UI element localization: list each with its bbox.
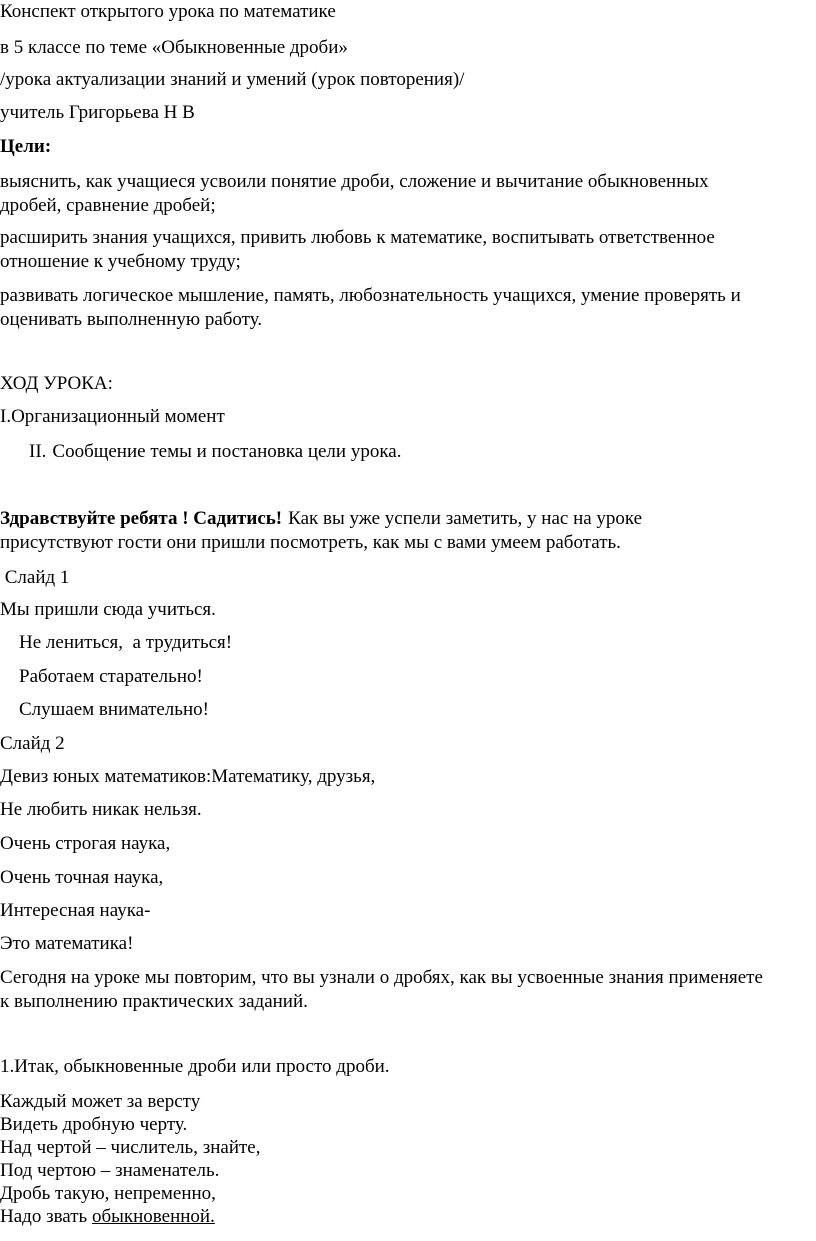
- step-2-number: II.: [29, 441, 47, 462]
- goal-3-line1: развивать логическое мышление, память, любознательность учащихся, умение проверять и: [0, 285, 741, 306]
- step-2: [29, 440, 401, 464]
- poem2-line1: Не любить никак нельзя.: [0, 799, 202, 820]
- poem3-line6-prefix: Надо звать: [0, 1206, 92, 1227]
- item-1: 1.Итак, обыкновенные дроби или просто дроби.: [0, 1056, 390, 1077]
- poem3-line3: Над чертой – числитель, знайте,: [0, 1137, 261, 1158]
- poem2-line2: Очень строгая наука,: [0, 833, 171, 854]
- poem1-line2: Не лениться, а трудиться!: [0, 632, 233, 653]
- poem2-line4: Интересная наука-: [0, 900, 151, 921]
- poem3-line6: [0, 1205, 215, 1229]
- poem3-line5: Дробь такую, непременно,: [0, 1183, 216, 1204]
- goal-1-line1: выяснить, как учащиеся усвоили понятие дроби, сложение и вычитание обыкновенных: [0, 171, 709, 192]
- poem2-line5: Это математика!: [0, 933, 134, 954]
- doc-title-line1: Конспект открытого урока по математике: [0, 1, 336, 22]
- lesson-heading: ХОД УРОКА:: [0, 373, 113, 394]
- goals-heading: Цели:: [0, 136, 52, 157]
- teacher-line: учитель Григорьева Н В: [0, 102, 195, 123]
- poem3-underlined-word: обыкновенной.: [91, 1206, 215, 1227]
- today-line2: к выполнению практических заданий.: [0, 991, 308, 1012]
- motto-line: Девиз юных математиков:Математику, друзья,: [0, 766, 376, 787]
- goal-1-line2: дробей, сравнение дробей;: [0, 195, 216, 216]
- poem2-line3: Очень точная наука,: [0, 867, 164, 888]
- greeting-rest: Как вы уже успели заметить, у нас на уроке: [288, 508, 643, 529]
- poem1-line4: Слушаем внимательно!: [0, 699, 209, 720]
- slide-1-label: Слайд 1: [0, 567, 70, 588]
- step-1: I.Организационный момент: [0, 406, 225, 427]
- doc-title-line3: /урока актуализации знаний и умений (урок повторения)/: [0, 69, 465, 90]
- greeting-line1: [0, 507, 642, 531]
- goal-2-line2: отношение к учебному труду;: [0, 251, 241, 272]
- poem1-line3: Работаем старательно!: [0, 666, 203, 687]
- slide-2-label: Слайд 2: [0, 733, 65, 754]
- poem1-line1: Мы пришли сюда учиться.: [0, 599, 216, 620]
- today-line1: Сегодня на уроке мы повторим, что вы узнали о дробях, как вы усвоенные знания применяете: [0, 967, 763, 988]
- greeting-bold: Здравствуйте ребята ! Садитись!: [0, 508, 283, 529]
- step-2-text: Сообщение темы и постановка цели урока.: [52, 441, 402, 462]
- poem3-line4: Под чертою – знаменатель.: [0, 1160, 220, 1181]
- doc-title-line2: в 5 классе по теме «Обыкновенные дроби»: [0, 37, 348, 58]
- poem3-line2: Видеть дробную черту.: [0, 1114, 188, 1135]
- goal-2-line1: расширить знания учащихся, привить любовь к математике, воспитывать ответственное: [0, 227, 715, 248]
- poem3-line1: Каждый может за версту: [0, 1091, 201, 1112]
- greeting-line2: присутствуют гости они пришли посмотреть, как мы с вами умеем работать.: [0, 532, 621, 553]
- goal-3-line2: оценивать выполненную работу.: [0, 309, 263, 330]
